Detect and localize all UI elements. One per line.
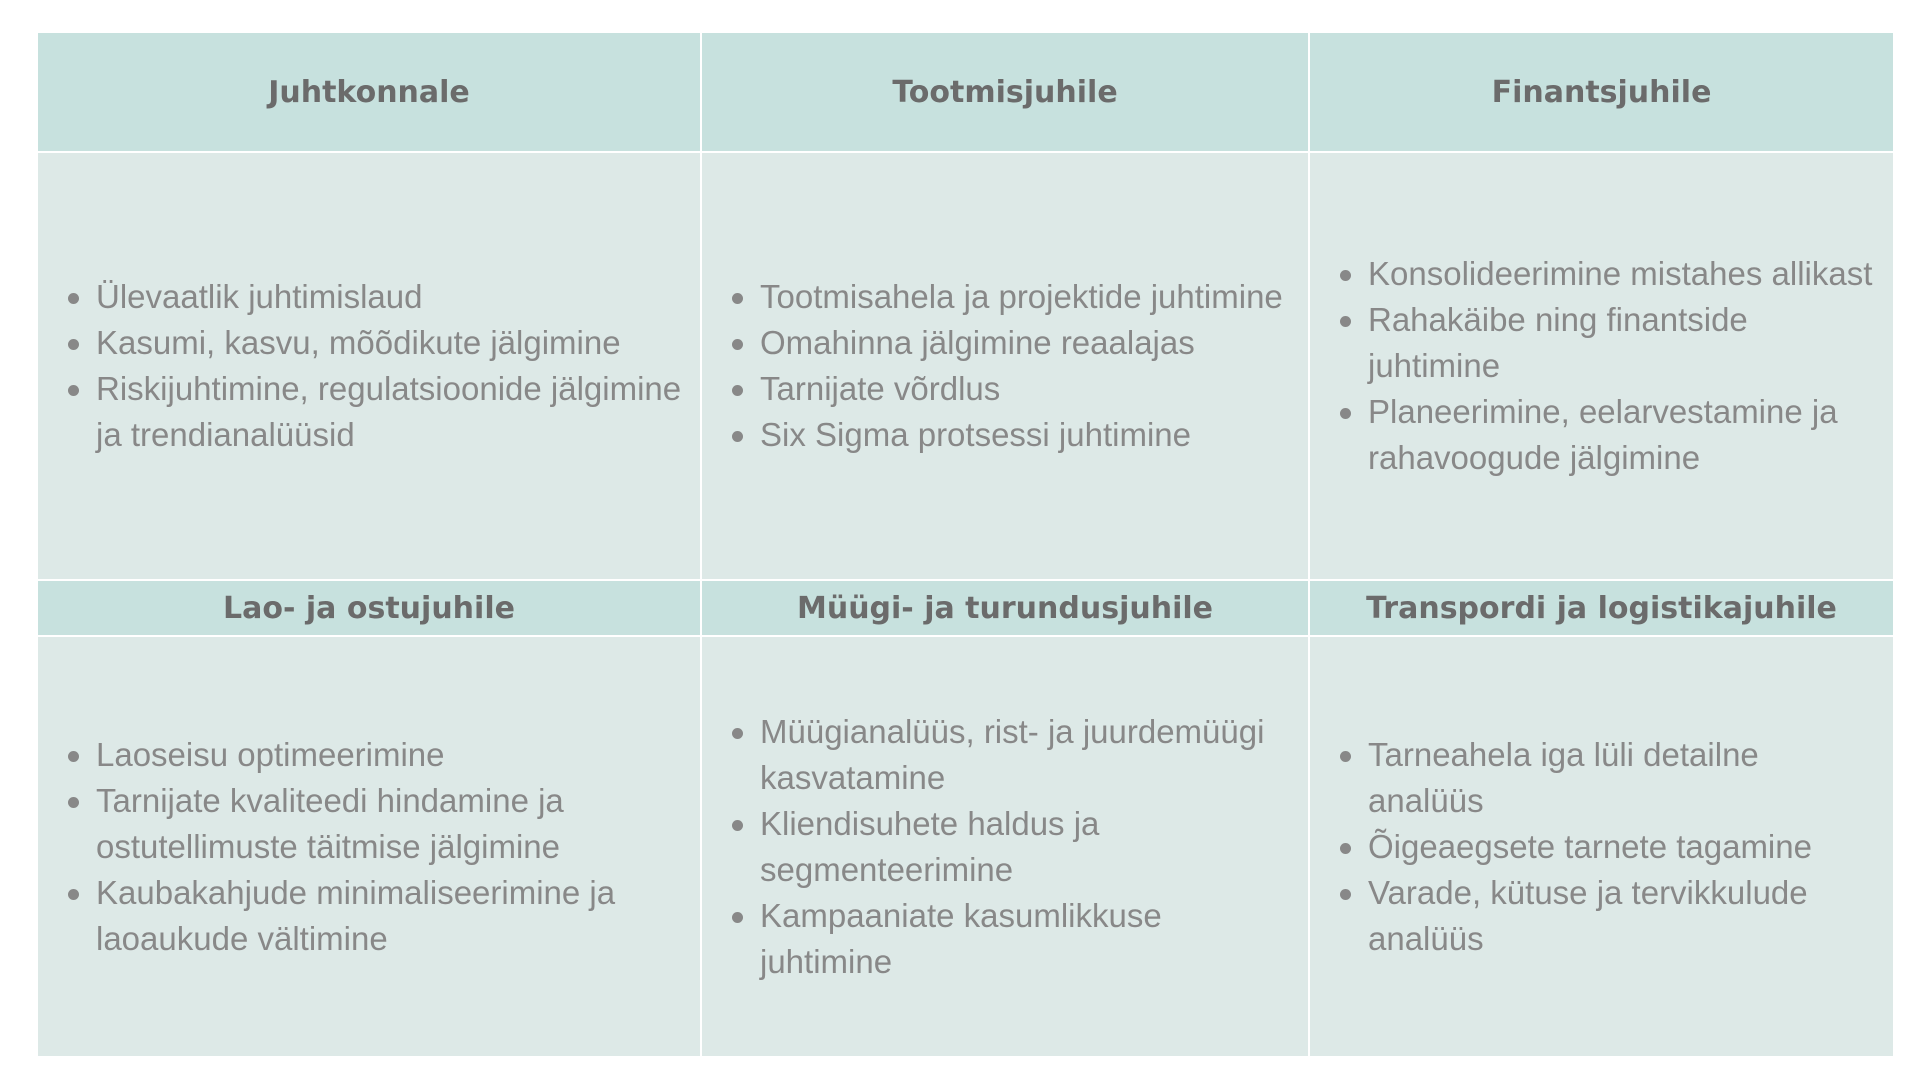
header-myygi-turundusjuhile: Müügi- ja turundusjuhile bbox=[701, 580, 1309, 636]
list-item: Varade, kütuse ja tervikkulude analüüs bbox=[1368, 870, 1883, 962]
list-item: Planeerimine, eelarvestamine ja rahavoogude jälgimine bbox=[1368, 389, 1883, 481]
header-row-bottom bbox=[37, 580, 1894, 636]
cell-finantsjuhile bbox=[1309, 152, 1894, 580]
list-item: Kasumi, kasvu, mõõdikute jälgimine bbox=[96, 320, 690, 366]
list-item: Kaubakahjude minimaliseerimine ja laoaukude vältimine bbox=[96, 870, 690, 962]
list-item: Kliendisuhete haldus ja segmenteerimine bbox=[760, 801, 1298, 893]
cell-tootmisjuhile bbox=[701, 152, 1309, 580]
bullet-list-tootmisjuhile bbox=[702, 274, 1308, 458]
bullet-list-juhtkonnale bbox=[38, 274, 700, 458]
list-item: Rahakäibe ning finantside juhtimine bbox=[1368, 297, 1883, 389]
list-item: Omahinna jälgimine reaalajas bbox=[760, 320, 1298, 366]
body-row-bottom bbox=[37, 636, 1894, 1057]
list-item: Tootmisahela ja projektide juhtimine bbox=[760, 274, 1298, 320]
audience-table bbox=[36, 31, 1895, 1058]
header-transpordi-logistikajuhile: Transpordi ja logistikajuhile bbox=[1309, 580, 1894, 636]
bullet-list-transpordi-logistikajuhile bbox=[1310, 732, 1893, 962]
list-item: Tarneahela iga lüli detailne analüüs bbox=[1368, 732, 1883, 824]
audience-table-container bbox=[36, 31, 1893, 1056]
list-item: Ülevaatlik juhtimislaud bbox=[96, 274, 690, 320]
header-tootmisjuhile: Tootmisjuhile bbox=[701, 32, 1309, 152]
list-item: Riskijuhtimine, regulatsioonide jälgimine ja trendianalüüsid bbox=[96, 366, 690, 458]
header-finantsjuhile: Finantsjuhile bbox=[1309, 32, 1894, 152]
cell-transpordi-logistikajuhile bbox=[1309, 636, 1894, 1057]
bullet-list-lao-ostujuhile bbox=[38, 732, 700, 962]
bullet-list-finantsjuhile bbox=[1310, 251, 1893, 481]
list-item: Õigeaegsete tarnete tagamine bbox=[1368, 824, 1883, 870]
body-row-top bbox=[37, 152, 1894, 580]
header-lao-ostujuhile: Lao- ja ostujuhile bbox=[37, 580, 701, 636]
list-item: Six Sigma protsessi juhtimine bbox=[760, 412, 1298, 458]
list-item: Tarnijate kvaliteedi hindamine ja ostutellimuste täitmise jälgimine bbox=[96, 778, 690, 870]
header-row-top bbox=[37, 32, 1894, 152]
bullet-list-myygi-turundusjuhile bbox=[702, 709, 1308, 985]
cell-lao-ostujuhile bbox=[37, 636, 701, 1057]
cell-juhtkonnale bbox=[37, 152, 701, 580]
list-item: Kampaaniate kasumlikkuse juhtimine bbox=[760, 893, 1298, 985]
header-juhtkonnale: Juhtkonnale bbox=[37, 32, 701, 152]
cell-myygi-turundusjuhile bbox=[701, 636, 1309, 1057]
list-item: Tarnijate võrdlus bbox=[760, 366, 1298, 412]
list-item: Laoseisu optimeerimine bbox=[96, 732, 690, 778]
list-item: Müügianalüüs, rist- ja juurdemüügi kasvatamine bbox=[760, 709, 1298, 801]
list-item: Konsolideerimine mistahes allikast bbox=[1368, 251, 1883, 297]
